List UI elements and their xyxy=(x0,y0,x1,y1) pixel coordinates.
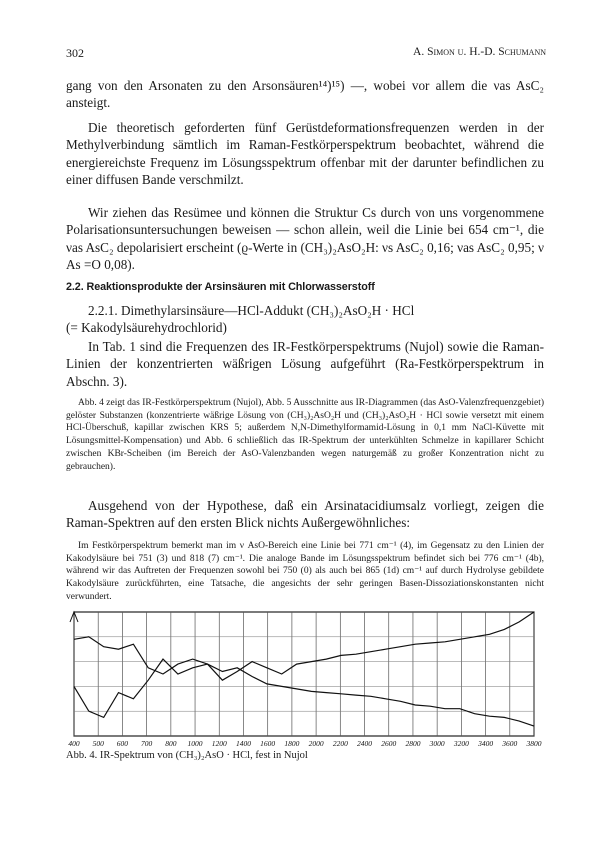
x-tick-label: 3000 xyxy=(429,739,445,748)
small-paragraph-raman: Im Festkörperspektrum bemerkt man im ν AsO-Bereich eine Linie bei 771 cm⁻¹ (4), im Gegensatz zu den Linien der Kakodylsäure bei 751 (3) und 818 (7) cm⁻¹. Die analoge Bande im Lösungsspektrum befindet sich bei 776 cm⁻¹ (4b), während wir das Auftreten der Frequenzen sowohl bei 750 (0) als auch bei 865 (1d) cm⁻¹ auf durch Hydrolyse gebildete Kakodylsäure zurückführten, eine Tatsache, die angesichts der sehr geringen Basen-Dissoziationskonstanten nicht verwundert. xyxy=(66,541,544,602)
running-head-authors: A. Simon u. H.-D. Schumann xyxy=(413,46,546,58)
x-tick-label: 1000 xyxy=(187,739,203,748)
small-paragraph-figures: Abb. 4 zeigt das IR-Festkörperspektrum (Nujol), Abb. 5 Ausschnitte aus IR-Diagrammen (das AsO-Valenzfrequenzgebiet) gelöster Substanzen (konzentrierte wäßrige Lösung von (CH₃)₂AsO₂H und (CH₃)₂AsO₂H · HCl sowie versetzt mit einem HCl-Überschuß, kapillar zwischen KRS 5; außerdem N,N-Dimethylformamid-Lösung in 0,1 mm NaCl-Küvette mit Lösungsmittel-Kompensation) und Abb. 6 schließlich das IR-Spektrum der unterkühlten Schmelze in kapillarer Schicht zwischen KBr-Scheiben (im Bereich der AsO-Valenzbanden wegen naturgemäß zu großer Konzentration nicht zu gebrauchen). xyxy=(66,398,544,472)
subsection-title-line1: 2.2.1. Dimethylarsinsäure—HCl-Addukt (CH₃)₂AsO₂H · HCl xyxy=(88,303,415,318)
x-tick-label: 2000 xyxy=(308,739,324,748)
x-tick-label: 2600 xyxy=(381,739,397,748)
ir-spectrum-figure xyxy=(66,608,542,751)
spectrum-tick-labels xyxy=(68,739,541,748)
spectrum-line-1 xyxy=(74,637,534,726)
paragraph-hypothesis: Ausgehend von der Hypothese, daß ein Arsinatacidiumsalz vorliegt, zeigen die Raman-Spektren auf den ersten Blick nichts Außergewöhnliches: xyxy=(66,498,544,531)
spectrum-line-2 xyxy=(74,612,534,717)
section-heading: 2.2. Reaktionsprodukte der Arsinsäuren mit Chlorwasserstoff xyxy=(66,281,375,293)
spectrum-traces xyxy=(74,612,534,726)
x-tick-label: 3600 xyxy=(502,739,518,748)
x-tick-label: 500 xyxy=(92,739,104,748)
x-tick-label: 1800 xyxy=(284,739,300,748)
x-tick-label: 1600 xyxy=(260,739,276,748)
paragraph-table-intro: In Tab. 1 sind die Frequenzen des IR-Festkörperspektrums (Nujol) sowie die Raman-Linien der konzentrierten wäßrigen Lösung aufgeführt (Ra-Festkörperspektrum in Abschn. 3). xyxy=(66,339,544,389)
x-tick-label: 2800 xyxy=(405,739,421,748)
subsection-title-line2: (= Kakodylsäurehydrochlorid) xyxy=(66,320,227,336)
page-number: 302 xyxy=(66,46,84,60)
x-tick-label: 2400 xyxy=(357,739,373,748)
paragraph-continuation: gang von den Arsonaten zu den Arsonsäuren¹⁴)¹⁵) —, wobei vor allem die νas AsC₂ ansteigt. xyxy=(66,78,544,111)
x-tick-label: 800 xyxy=(165,739,177,748)
x-tick-label: 3800 xyxy=(526,739,542,748)
x-tick-label: 700 xyxy=(141,739,153,748)
spectrum-grid xyxy=(70,612,534,736)
running-header xyxy=(66,46,546,62)
subsection-heading xyxy=(66,302,544,337)
paragraph-deformation: Die theoretisch geforderten fünf Gerüstdeformationsfrequenzen werden in der Methylverbindung sämtlich im Raman-Festkörperspektrum beobachtet, während die energiereichste Frequenz im Lösungsspektrum offenbar mit der darunter befindlichen zu einer diffusen Bande verschmilzt. xyxy=(66,120,544,188)
x-tick-label: 1200 xyxy=(211,739,227,748)
figure-caption: Abb. 4. IR-Spektrum von (CH₃)₂AsO · HCl, fest in Nujol xyxy=(66,750,308,761)
x-tick-label: 2200 xyxy=(332,739,348,748)
x-tick-label: 400 xyxy=(68,739,80,748)
x-tick-label: 1400 xyxy=(235,739,251,748)
plot-frame xyxy=(74,612,534,736)
x-tick-label: 3200 xyxy=(453,739,469,748)
x-tick-label: 3400 xyxy=(478,739,494,748)
x-tick-label: 600 xyxy=(116,739,129,748)
paragraph-summary: Wir ziehen das Resümee und können die Struktur Cs durch von uns vorgenommene Polarisationsuntersuchungen beweisen — schon allein, weil die Linie bei 654 cm⁻¹, die νas AsC₂ depolarisiert erscheint (ϱ-Werte in (CH₃)₂AsO₂H: νs AsC₂ 0,16; νas AsC₂ 0,95; ν As =O 0,08). xyxy=(66,205,544,273)
